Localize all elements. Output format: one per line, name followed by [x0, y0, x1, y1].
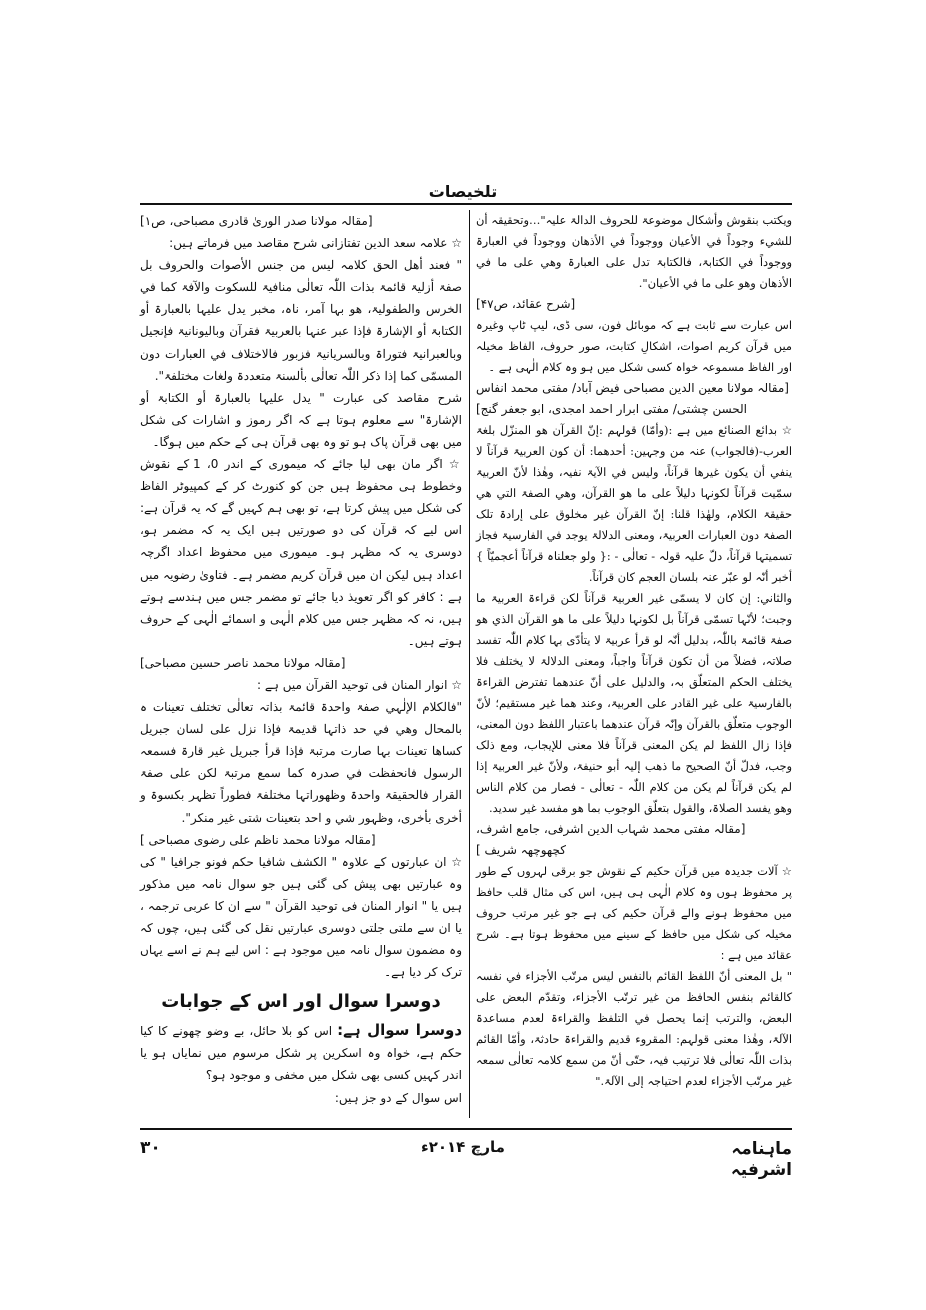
intro-anwar-ul-mannan: ☆ انوار المنان فی توحید القرآن میں ہے :	[256, 677, 462, 692]
second-question-parts: اس سوال کے دو جز ہیں:	[334, 1090, 462, 1105]
badai-quote-first: ☆ بدائع الصنائع میں ہے :(وأمّا) قولہم :إنّ القرآن ھو المنزّل بلغۃ العرب-(فالجواب) عنہ من وجہین: أحدھما: أن کون العربیۃ قرآناً لا ینفي أن یکون غیرھا قرآناً، ولیس في الآیۃ نفیہ، وھٰذا لأنّ العربیۃ سمّیت قرآناً لکونہا دلیلاً علی ما ھو القرآن، وھي الصفۃ التي ھي حقیقۃ الکلام، ولھٰذا قلنا: إنّ القرآن غیر مخلوق علی إرادۃ تلک الصفۃ دون العبارات العربیۃ، ومعنی الدلالۃ یوجد في الفارسیۃ فجاز تسمیتہا قرآناً، دلّ علیہ قولہ - تعالٰی - :{ ولو جعلناہ قرآناً أعجمیّاً } أخبر أنّہ لو عبّر عنہ بلسان العجم کان قرآناً.	[476, 423, 792, 584]
intro-taftazani: ☆ علامہ سعد الدین تفتازانی شرح مقاصد میں فرماتے ہیں:	[169, 236, 462, 251]
footer-page-number: ۳۰	[140, 1138, 161, 1158]
paragraph-maqasid-explanation: شرح مقاصد کی عبارت " یدل علیہا بالعبارۃ أو الکتابۃ أو الإشارۃ" سے معلوم ہوتا ہے کہ اگر رموز و اشارات کی شکل میں بھی قرآن پاک ہو تو وہ بھی قرآن ہی کے حکم میں ہوگا۔	[140, 390, 462, 449]
section-heading-second-question: دوسرا سوال اور اس کے جوابات	[161, 991, 441, 1013]
footer-magazine-name: ماہنامہ اشرفیہ	[730, 1139, 792, 1180]
second-question-text: اس کو بلا حائل، بے وضو چھونے کا کیا حکم ہے، خواہ وہ اسکرین پر شکل مرسوم میں نمایاں ہو یا اندر کہیں کسی بھی شکل میں مخفی و موجود ہو؟	[140, 1024, 462, 1083]
second-question	[140, 1019, 462, 1086]
header-divider	[140, 203, 792, 205]
footer-issue-date: مارچ ۲۰۱۴ء	[421, 1138, 505, 1156]
taftazani-quote: " فعند أھل الحق کلامہ لیس من جنس الأصوات والحروف بل صفۃ أزلیۃ قائمۃ بذات اللّٰہ تعالٰی منافیۃ للسکوت والآفۃ کما في الخرس والطفولیۃ، ھو بہا آمر، ناہ، مخبر یدل علیہا بالعبارۃ أو الکتابۃ أو الإشارۃ فإذا عبر عنہا بالعربیۃ فقرآن وبالیونانیۃ فإنجیل وبالعبرانیۃ فتوراۃ وبالسریانیۃ فزبور فالاختلاف في العبارات دون المسمّی کما إذا ذکر اللّٰہ تعالٰی بألسنۃ متعددۃ ولغات مختلفۃ".	[140, 258, 462, 383]
sharh-aqaid-quote: ویکتب بنقوش وأشکال موضوعۃ للحروف الدالۃ علیہ"…وتحقیقہ أن للشيء وجوداً في الأعیان ووجوداً في الأذھان ووجوداً في العبارۃ ووجوداً في الکتابۃ، فالکتابۃ تدل علی العبارۃ وھي علی ما في الأذھان وھو علی ما في الأعیان".	[476, 213, 792, 290]
footer-divider	[140, 1128, 792, 1130]
reference-nazim-ali: [مقالہ مولانا محمد ناظم علی رضوی مصباحی ]	[140, 832, 376, 847]
column-divider	[469, 210, 470, 1118]
paragraph-memory: ☆ اگر مان بھی لیا جائے کہ میموری کے اندر 0، 1 کے نقوش وخطوط ہی محفوظ ہیں جن کو کنورٹ کر کے کمپیوٹر الفاظ کی شکل میں پیش کرتا ہے، تو بھی ہم کہیں گے کہ یہ قرآن ہے: اس لیے کہ قرآن کی دو صورتیں ہیں ایک یہ کہ مضمر ہو، دوسری یہ کہ مظہر ہو۔ میموری میں محفوظ اعداد اگرچہ اعداد ہیں لیکن ان میں قرآن کریم مضمر ہے۔ فتاویٰ رضویہ میں ہے : کافر کو اگر تعویذ دیا جائے تو مضمر جس میں ہندسے ہوتے ہیں، نہ کہ مظہر جس میں کلام الٰہی و اسمائے الٰہی کے حروف ہوتے ہیں۔	[140, 457, 462, 648]
left-column	[140, 210, 462, 1109]
reference-sharh-aqaid: [شرح عقائد، ص۴۷]	[476, 297, 576, 311]
page-header-title: تلخیصات	[428, 182, 498, 201]
right-column	[476, 210, 792, 1092]
reference-sadrulwara: [مقالہ مولانا صدر الوریٰ قادری مصباحی، ص۱]	[140, 214, 373, 228]
sharh-aqaid-second-quote: " بل المعنی أنّ اللفظ القائم بالنفس لیس مرتّب الأجزاء في نفسہ کالقائم بنفس الحافظ من غیر ترتّب الأجزاء، وتقدّم البعض علی البعض، والترتب إنما یحصل في التلفظ والقراءۃ لعدم مساعدۃ الآلۃ، وھٰذا معنی قولہم: المقروء قدیم والقراءۃ حادثۃ، وأمّا القائم بذات اللّٰہ تعالٰی فلا ترتیب فیہ، حتّی أنّ من سمع کلامہ تعالٰی سمعہ غیر مرتّب الأجزاء لعدم احتیاجہ إلی الآلۃ."	[476, 969, 792, 1088]
anwar-ul-mannan-quote: "فالکلام الإلٰہي صفۃ واحدۃ قائمۃ بذاتہ تعالٰی تختلف تعینات ہ بالمحال وھي في حد ذاتہا قدیمۃ فإذا نزل علی لسان جبریل کساھا تعینات بہا صارت مرتبۃ فإذا قرأ جبریل غیر قارۃ فسمعہ الرسول فانحفظت في صدرہ کما سمع مرتبۃ لکن علی صفۃ القرار فالحقیقۃ واحدۃ وظھوراتہا مختلفۃ فطوراً تظہر بکسوۃ و أخری بأخری، وظہور شي و احد بتعینات شتی غیر منکر".	[140, 700, 462, 825]
second-question-label: دوسرا سوال ہے:	[337, 1021, 463, 1040]
reference-muinuddin: [مقالہ مولانا معین الدین مصباحی فیض آباد/ مفتی محمد انفاس الحسن چشتی/ مفتی ابرار احمد امجدی، ابو جعفر گنج]	[476, 381, 789, 416]
reference-shahabuddin: [مقالہ مفتی محمد شہاب الدین اشرفی، جامع اشرف، کچھوچھہ شریف ]	[476, 822, 746, 857]
reference-nasir-husain: [مقالہ مولانا محمد ناصر حسین مصباحی]	[140, 655, 346, 670]
paragraph-mobile-devices: اس عبارت سے ثابت ہے کہ موبائل فون، سی ڈی، لیپ ٹاپ وغیرہ میں قرآن کریم اصوات، اشکالِ کتابت، صور حروف، الفاظ مخیلہ اور الفاظ مسموعہ خواہ کسی شکل میں ہو وہ کلام الٰہی ہے ۔	[476, 318, 792, 374]
paragraph-other-passages: ☆ ان عبارتوں کے علاوہ " الکشف شافیا حکم فونو جرافیا " کی وہ عبارتیں بھی پیش کی گئی ہیں جو سوال نامہ میں مذکور ہیں یا " انوار المنان فی توحید القرآن " سے ان کا عربی ترجمہ ، یا ان سے ملتی جلتی دوسری عبارتیں نقل کی گئی ہیں، چوں کہ وہ مضمون سوال نامہ میں موجود ہے : اس لیے ہم نے اسے یہاں ترک کر دیا ہے۔	[140, 854, 462, 980]
badai-quote-second: والثاني: إن کان لا یسمّی غیر العربیۃ قرآناً لکن قراءۃ العربیۃ ما وجبت؛ لأنّہا تسمّی قرآناً بل لکونہا دلیلاً علی ما ھو القرآن الذي ھو صفۃ قائمۃ باللّٰہ، بدلیل أنّہ لو قرأ عربیۃ لا یتأدّی بہا کلام اللّٰہ تفسد صلاتہ، فضلاً من أن تکون قرآناً واجباً، ومعنی الدلالۃ لا یختلف فلا یختلف الحکم المتعلّق بہ، والدلیل علی أنّ عندھما تفترض القراءۃ بالفارسیۃ علی غیر القادر علی العربیۃ، وعند ھما غیر مستقیم؛ لأنّ الوجوب متعلّق بالقرآن وإنّہ قرآن عندھما باعتبار اللفظ دون المعنی، فإذا زال اللفظ لم یکن المعنی قرآناً فلا معنی للإیجاب، ومع ذلک وجب، فدلّ أنّ الصحیح ما ذھب إلیہ أبو حنیفۃ، ولأنّ غیر العربیۃ إذا لم یکن قرآناً لم یکن من کلام اللّٰہ - تعالٰی - فصار من کلام الناس وھو یفسد الصلاۃ، والقول بتعلّق الوجوب بما ھو مفسد غیر سدید.	[476, 591, 792, 815]
paragraph-new-devices: ☆ آلات جدیدہ میں قرآن حکیم کے نقوش جو برقی لہروں کے طور پر محفوظ ہوں وہ کلام الٰہی ہی ہیں، اس کی مثال قلب حافظ میں محفوظ ہونے والے قرآن حکیم کی ہے جو غیر مرتب حروف مخیلہ کی شکل میں حافظ کے سینے میں محفوظ ہوتا ہے۔ شرح عقائد میں ہے :	[476, 864, 792, 962]
